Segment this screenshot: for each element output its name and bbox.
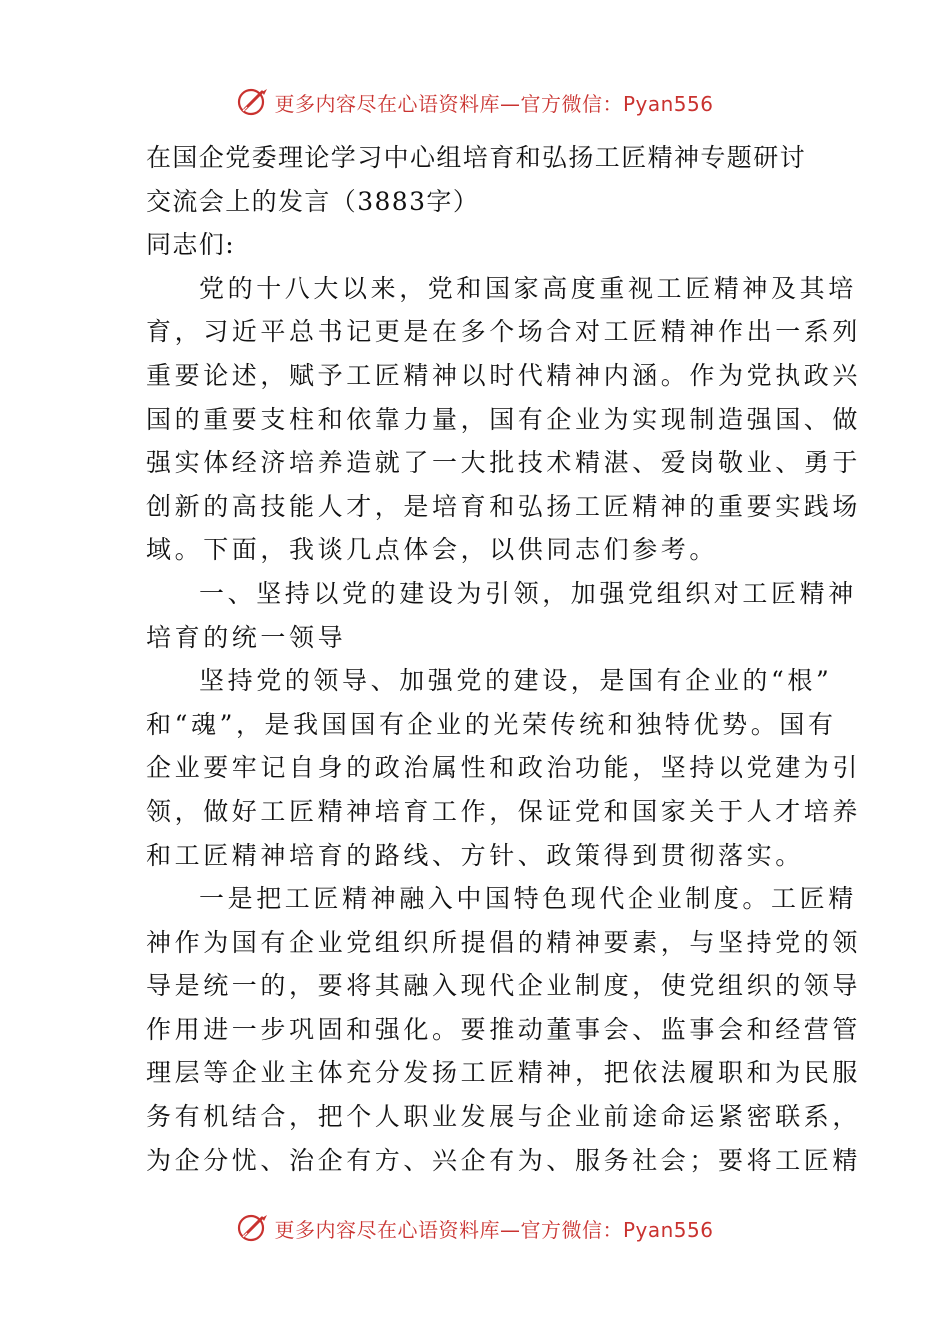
section-heading-1 [146,572,857,659]
text-line: 培育的统一领导 [146,622,347,652]
text-line: 领，做好工匠精神培育工作，保证党和国家关于人才培养 [146,796,862,826]
text-line: 国的重要支柱和依靠力量，国有企业为实现制造强国、做 [146,404,862,434]
paragraph-party-leadership [146,659,862,877]
title-line: 在国企党委理论学习中心组培育和弘扬工匠精神专题研讨 [146,143,807,172]
paragraph-intro [146,267,862,572]
text-line: 坚持党的领导、加强党的建设，是国有企业的“根” [199,666,833,696]
greeting: 同志们: [146,230,236,260]
text-line: 和工匠精神培育的路线、方针、政策得到贯彻落实。 [146,840,804,870]
text-line: 重要论述，赋予工匠精神以时代精神内涵。作为党执政兴 [146,360,862,390]
text-line: 导是统一的，要将其融入现代企业制度，使党组织的领导 [146,971,862,1001]
text-line: 务有机结合，把个人职业发展与企业前途命运紧密联系， [146,1102,862,1132]
text-line: 域。下面，我谈几点体会，以供同志们参考。 [146,535,719,565]
text-line: 育，习近平总书记更是在多个场合对工匠精神作出一系列 [146,317,862,347]
text-line: 党的十八大以来，党和国家高度重视工匠精神及其培 [199,273,857,303]
text-line: 和“魂”，是我国国有企业的光荣传统和独特优势。国有 [146,709,837,739]
text-line: 企业要牢记自身的政治属性和政治功能，坚持以党建为引 [146,753,862,783]
pen-circle-logo-icon [236,85,270,119]
text-line: 一、坚持以党的建设为引领，加强党组织对工匠精神 [199,578,857,608]
title-line: 交流会上的发言（3883字） [146,186,480,216]
text-line: 作用进一步巩固和强化。要推动董事会、监事会和经营管 [146,1014,862,1044]
text-line: 一是把工匠精神融入中国特色现代企业制度。工匠精 [199,884,857,914]
text-line: 为企分忧、治企有方、兴企有为、服务社会；要将工匠精 [146,1145,862,1175]
watermark-text: 更多内容尽在心语资料库—官方微信：Pyan556 [274,91,714,116]
watermark-header [0,82,950,122]
watermark-footer [0,1208,950,1248]
paragraph-point-one [146,877,862,1182]
text-line: 创新的高技能人才，是培育和弘扬工匠精神的重要实践场 [146,491,862,521]
text-line: 理层等企业主体充分发扬工匠精神，把依法履职和为民服 [146,1058,862,1088]
document-body [146,136,862,1182]
text-line: 神作为国有企业党组织所提倡的精神要素，与坚持党的领 [146,927,862,957]
pen-circle-logo-icon [236,1211,270,1245]
watermark-text: 更多内容尽在心语资料库—官方微信：Pyan556 [274,1217,714,1242]
text-line: 强实体经济培养造就了一大批技术精湛、爱岗敬业、勇于 [146,448,862,478]
document-title [146,136,808,223]
